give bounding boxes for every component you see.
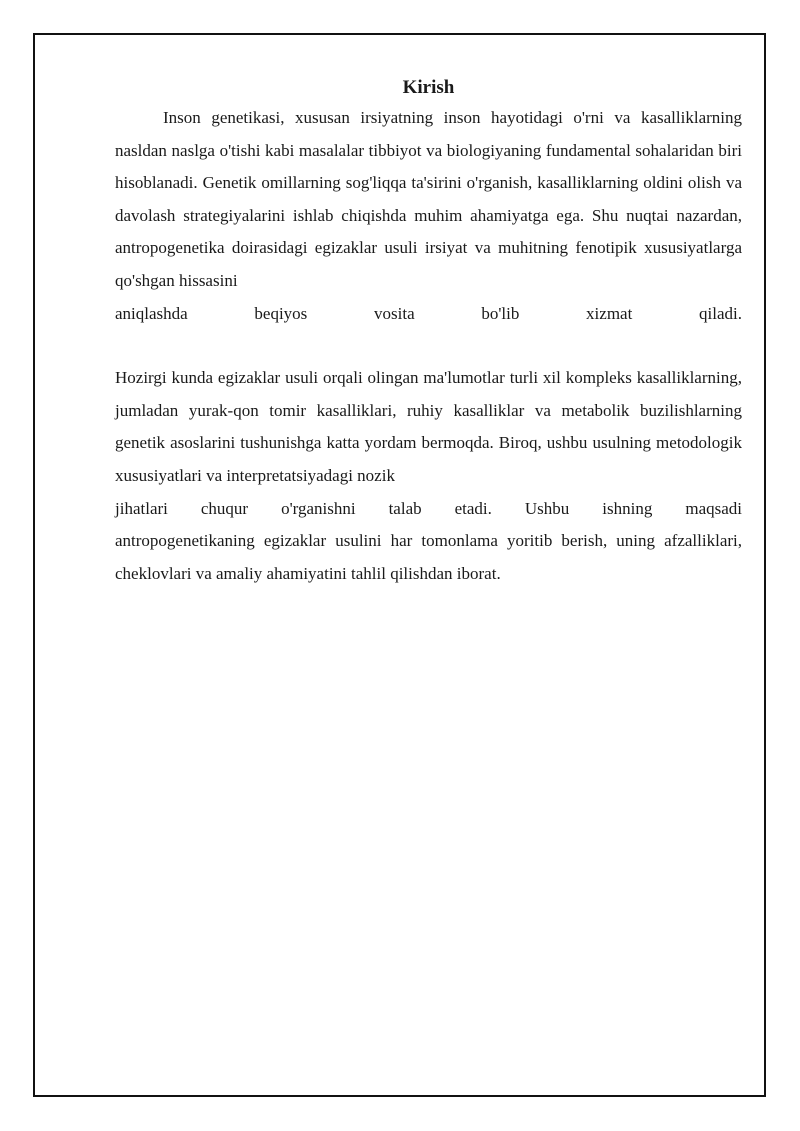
paragraph-2: Hozirgi kunda egizaklar usuli orqali olingan ma'lumotlar turli xil kompleks kasalliklarning, jumladan yurak-qon tomir kasalliklari, ruhiy kasalliklar va metabolik buzilishlarning genetik asoslarini tushunishga katta yordam bermoqda. Biroq, ushbu usulning metodologik xususiyatlari va interpretatsiyadagi nozik	[115, 368, 742, 485]
paragraph-2-last-lines: antropogenetikaning egizaklar usulini har tomonlama yoritib berish, uning afzalliklari, cheklovlari va amaliy ahamiyatini tahlil qilishdan iborat.	[115, 531, 742, 583]
paragraph-2-middle-line: jihatlari chuqur o'rganishni talab etadi. Ushbu ishning maqsadi	[115, 498, 742, 518]
paragraph-1: Inson genetikasi, xususan irsiyatning inson hayotidagi o'rni va kasalliklarning nasldan naslga o'tishi kabi masalalar tibbiyot va biologiyaning fundamental sohalaridan biri hisoblanadi. Genetik omillarning sog'liqqa ta'sirini o'rganish, kasalliklarning oldini olish va davolash strategiyalarini ishlab chiqishda muhim ahamiyatga ega. Shu nuqtai nazardan, antropogenetika doirasidagi egizaklar usuli irsiyat va muhitning fenotipik xususiyatlarga qo'shgan hissasini	[115, 108, 742, 290]
paragraph-1-last-line: aniqlashda beqiyos vosita bo'lib xizmat qiladi.	[115, 303, 742, 323]
paragraph-gap	[115, 330, 742, 362]
document-title: Kirish	[402, 77, 455, 98]
document-body	[115, 74, 742, 590]
